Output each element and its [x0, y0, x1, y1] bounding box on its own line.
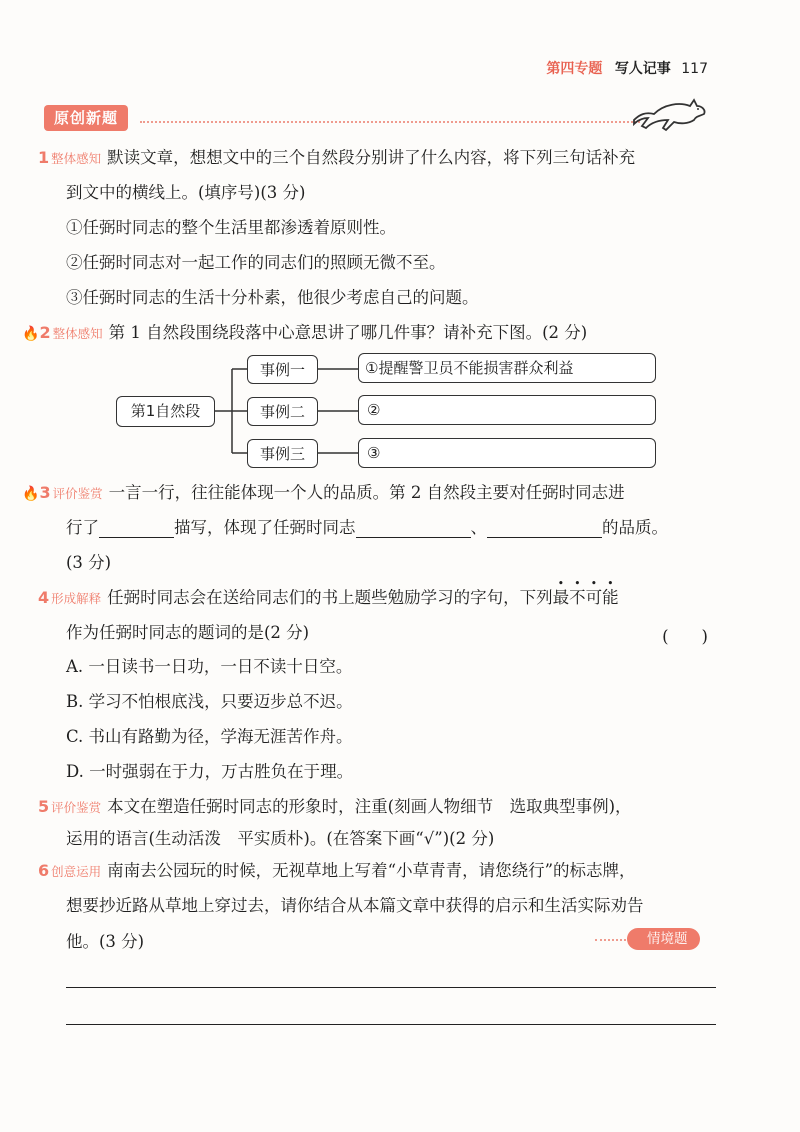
- diagram-example-2: 事例二: [247, 397, 318, 426]
- q6-stem: 南南去公园玩的时候，无视草地上写着“小草青青，请您绕行”的标志牌，: [107, 861, 636, 880]
- q5-line1: [38, 797, 632, 818]
- emphasis-char: 可: [585, 588, 603, 607]
- diagram-answer-1: ①提醒警卫员不能损害群众利益: [358, 353, 656, 383]
- q6-line1: [38, 861, 636, 882]
- q4-tag: 形成解释: [51, 591, 102, 606]
- q3-text-a: 行了: [66, 518, 99, 537]
- q2-number: 2: [39, 323, 51, 342]
- q2-tag: 整体感知: [52, 326, 103, 341]
- q6-line2: 想要抄近路从草地上穿过去，请你结合从本篇文章中获得的启示和生活实际劝告: [66, 896, 644, 915]
- q4-option-c: C. 书山有路勤为径，学海无涯苦作舟。: [66, 727, 353, 746]
- q4-option-b: B. 学习不怕根底浅，只要迈步总不迟。: [66, 692, 353, 711]
- q3-blank-2[interactable]: [356, 519, 471, 538]
- q4-stem: 任弼时同志会在送给同志们的书上题些勉励学习的字句，下列: [107, 588, 553, 607]
- answer-line-2[interactable]: [66, 1024, 716, 1025]
- q3-text-b: 描写，体现了任弼时同志: [174, 518, 356, 537]
- q1-line2: 到文中的横线上。(填序号)(3 分): [66, 183, 306, 202]
- q3-tag: 评价鉴赏: [52, 486, 103, 501]
- q3-stem: 一言一行，往往能体现一个人的品质。第 2 自然段主要对任弼时同志进: [108, 483, 625, 502]
- q2-stem: 第 1 自然段围绕段落中心意思讲了哪几件事？请补充下图。(2 分): [108, 323, 588, 342]
- diagram-answer-2[interactable]: ②: [358, 395, 656, 425]
- q1-number: 1: [38, 148, 50, 167]
- q3-blank-3[interactable]: [487, 519, 602, 538]
- q4-option-a: A. 一日读书一日功，一日不读十日空。: [66, 657, 353, 676]
- q1-option-3: ③任弼时同志的生活十分朴素，他很少考虑自己的问题。: [66, 288, 479, 307]
- q5-line2: 运用的语言(生动活泼 平实质朴)。(在答案下画“√”)(2 分): [66, 829, 495, 848]
- q4-line2: 作为任弼时同志的题词的是(2 分): [66, 623, 310, 642]
- original-questions-badge: 原创新题: [44, 105, 128, 131]
- header-section: 第四专题: [546, 61, 603, 77]
- q3-blank-1[interactable]: [99, 519, 174, 538]
- q3-text-d: 的品质。: [602, 518, 668, 537]
- q4-option-d: D. 一时强弱在于力，万古胜负在于理。: [66, 762, 354, 781]
- q3-line3: (3 分): [66, 553, 112, 572]
- q5-tag: 评价鉴赏: [51, 800, 102, 815]
- q1-stem: 默读文章，想想文中的三个自然段分别讲了什么内容，将下列三句话补充: [107, 148, 636, 167]
- answer-line-1[interactable]: [66, 987, 716, 988]
- diagram-root: 第1自然段: [116, 396, 215, 427]
- q4-line1: [38, 588, 619, 609]
- emphasis-char: 能: [602, 588, 619, 607]
- diagram-example-1: 事例一: [247, 355, 318, 384]
- q1-tag: 整体感知: [51, 151, 102, 166]
- q3-text-c: 、: [470, 518, 487, 537]
- q5-stem: 本文在塑造任弼时同志的形象时，注重(刻画人物细节 选取典型事例)，: [107, 797, 632, 816]
- header-topic: 写人记事: [614, 61, 671, 77]
- flame-icon: 🔥: [22, 486, 40, 502]
- q1-option-1: ①任弼时同志的整个生活里都渗透着原则性。: [66, 218, 396, 237]
- q3-line1: [22, 483, 625, 504]
- q1-option-2: ②任弼时同志对一起工作的同志们的照顾无微不至。: [66, 253, 446, 272]
- scenario-badge: 情境题: [627, 928, 700, 950]
- q6-tag: 创意运用: [51, 864, 102, 879]
- q6-line3: 他。(3 分): [66, 932, 145, 951]
- emphasis-char: 最: [552, 588, 570, 607]
- flame-icon: 🔥: [22, 326, 40, 342]
- diagram-example-3: 事例三: [247, 439, 318, 468]
- q3-line2: [66, 518, 668, 538]
- q5-number: 5: [38, 797, 50, 816]
- page-number: 117: [681, 61, 708, 77]
- diagram-answer-3[interactable]: ③: [358, 438, 656, 468]
- q4-number: 4: [38, 588, 50, 607]
- q4-answer-paren[interactable]: ( ): [662, 627, 708, 646]
- dotted-divider: [595, 939, 630, 941]
- q6-number: 6: [38, 861, 50, 880]
- emphasis-char: 不: [569, 588, 586, 607]
- q3-number: 3: [39, 483, 51, 502]
